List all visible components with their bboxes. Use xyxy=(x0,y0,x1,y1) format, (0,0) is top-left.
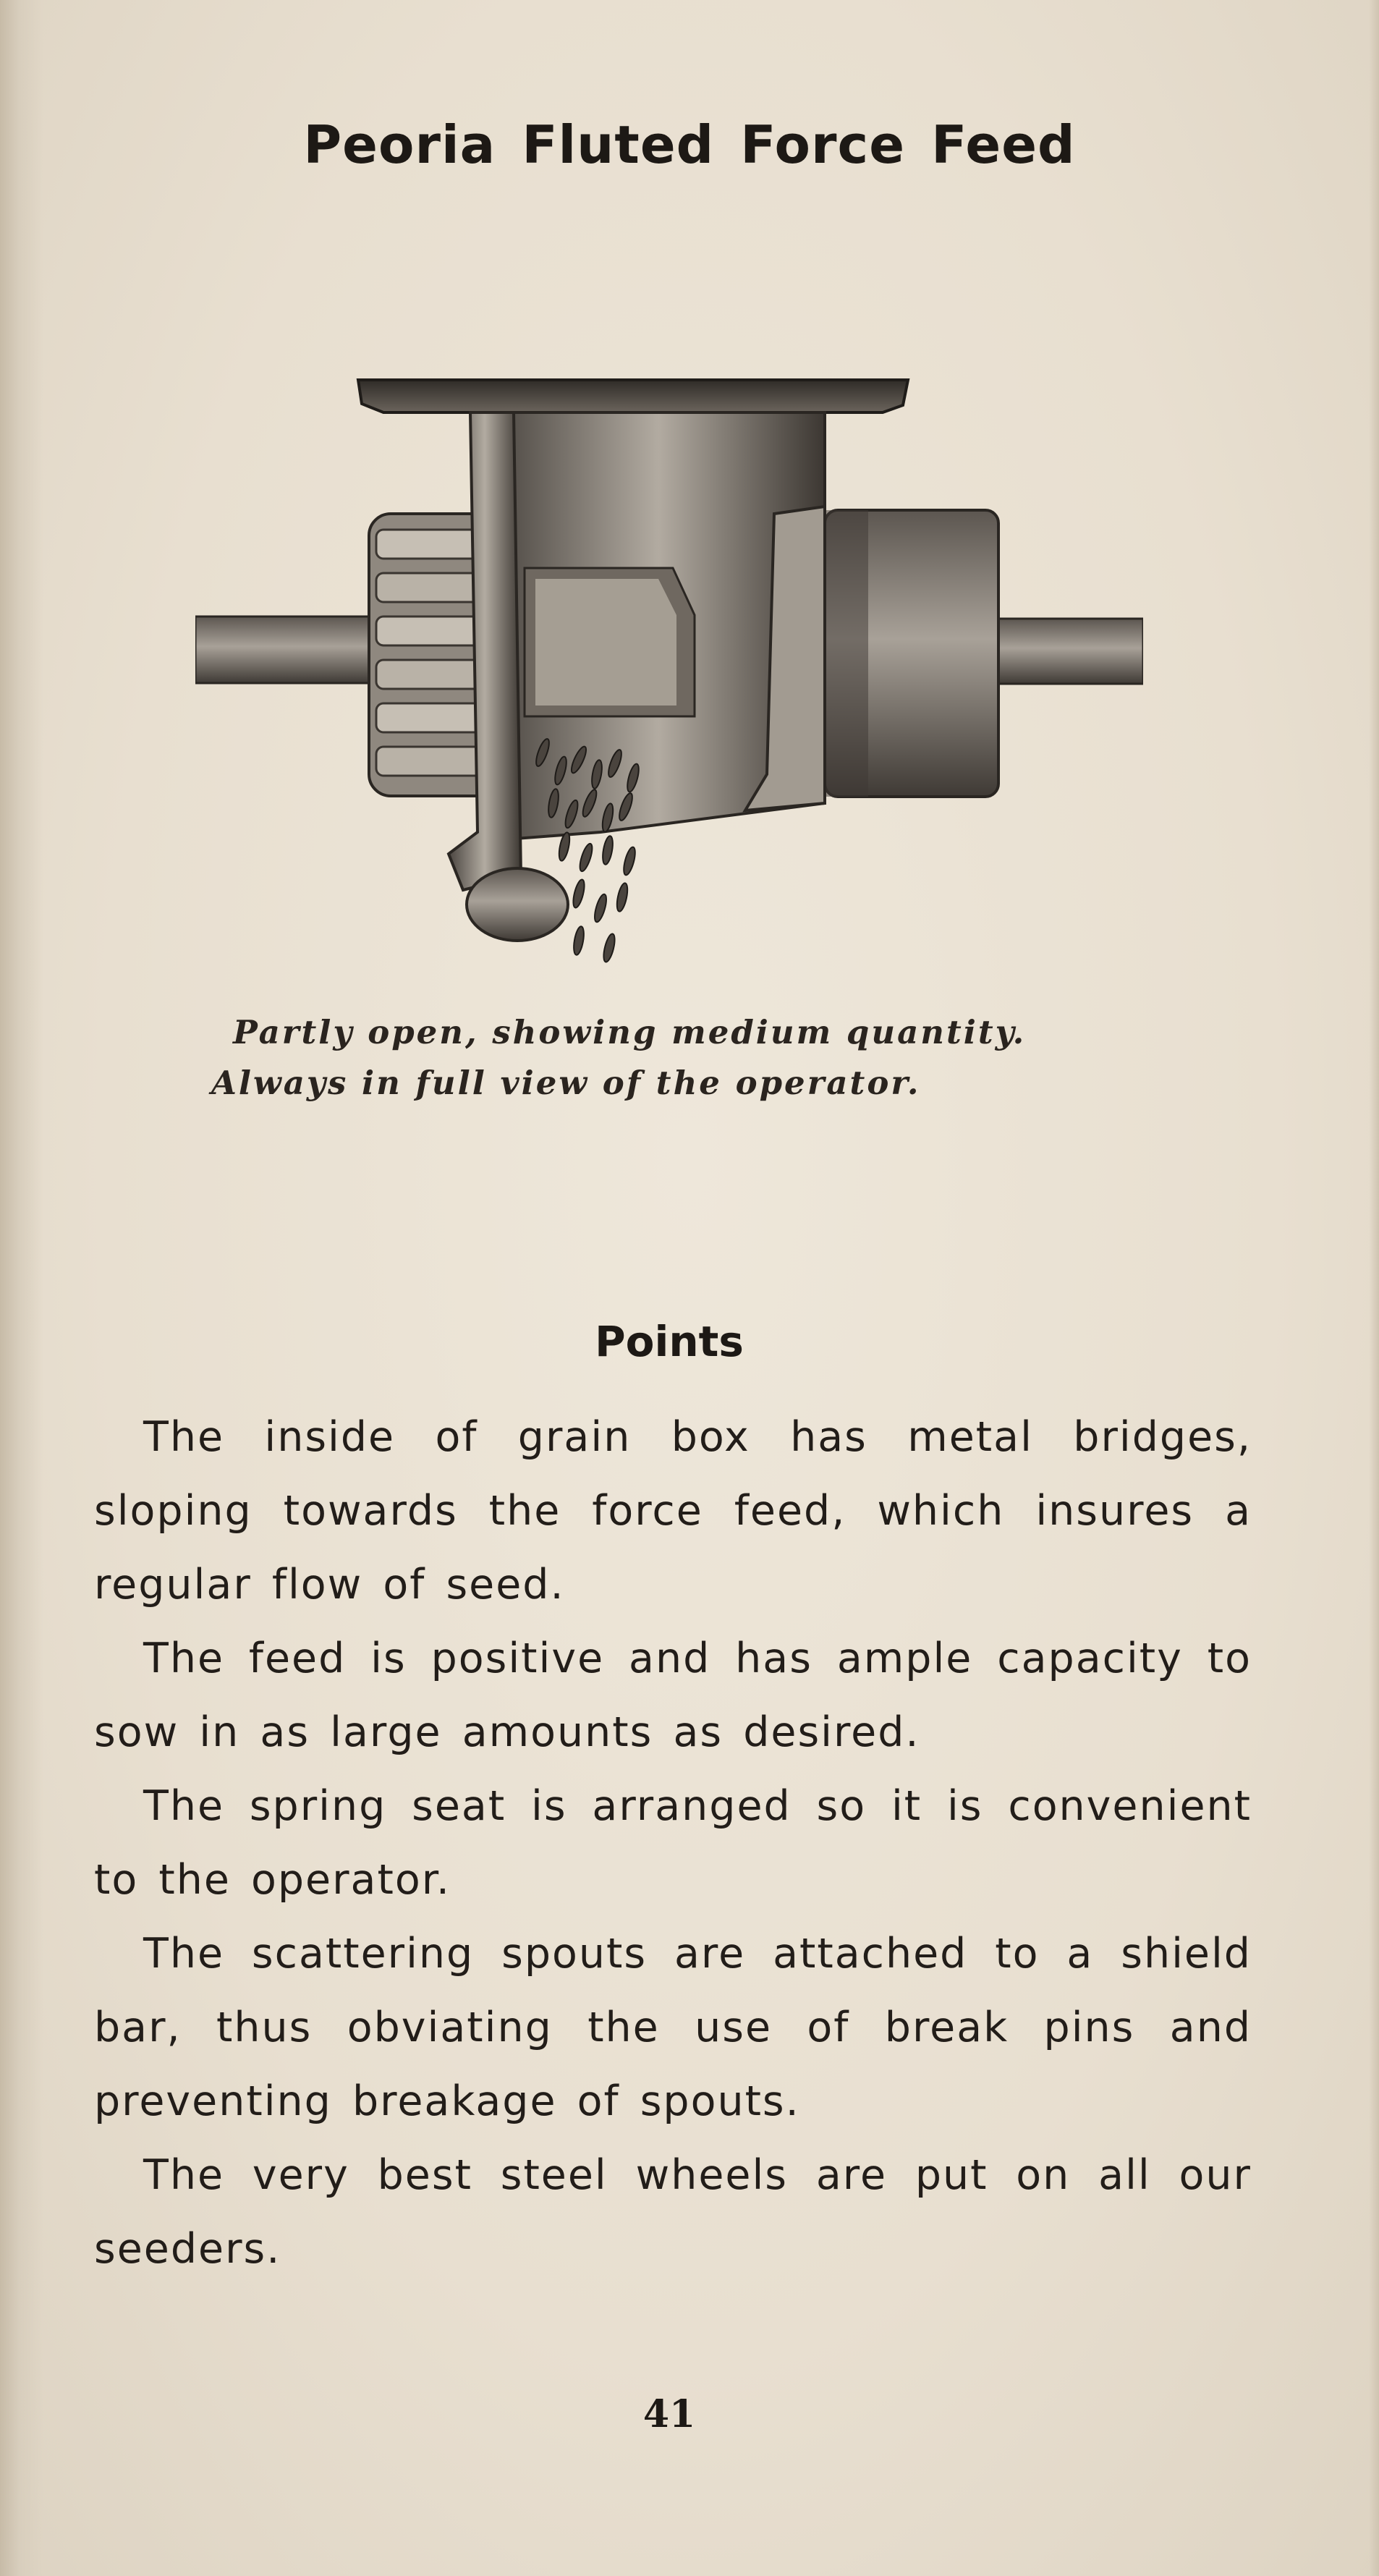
caption-line-1: Partly open, showing medium quantity. xyxy=(233,1013,1027,1051)
paragraph: The inside of grain box has metal bridges, sloping towards the force feed, which insures a regular flow of seed. xyxy=(94,1413,1252,1609)
paragraph: The spring seat is arranged so it is convenient to the operator. xyxy=(94,1782,1252,1904)
section-heading: Points xyxy=(595,1317,744,1366)
paragraph: The very best steel wheels are put on all our seeders. xyxy=(94,2151,1252,2273)
caption-line-2: Always in full view of the operator. xyxy=(211,1064,921,1102)
points-body xyxy=(94,1400,1252,2286)
page-edge-shadow xyxy=(1369,0,1379,2576)
paragraph: The feed is positive and has ample capacity to sow in as large amounts as desired. xyxy=(94,1635,1252,1756)
page-number: 41 xyxy=(642,2392,696,2436)
page-gutter-shadow xyxy=(0,0,43,2576)
force-feed-illustration xyxy=(195,369,1143,970)
page-title: Peoria Fluted Force Feed xyxy=(303,114,1076,175)
paragraph: The scattering spouts are attached to a shield bar, thus obviating the use of break pins and preventing breakage of spouts. xyxy=(94,1930,1252,2125)
